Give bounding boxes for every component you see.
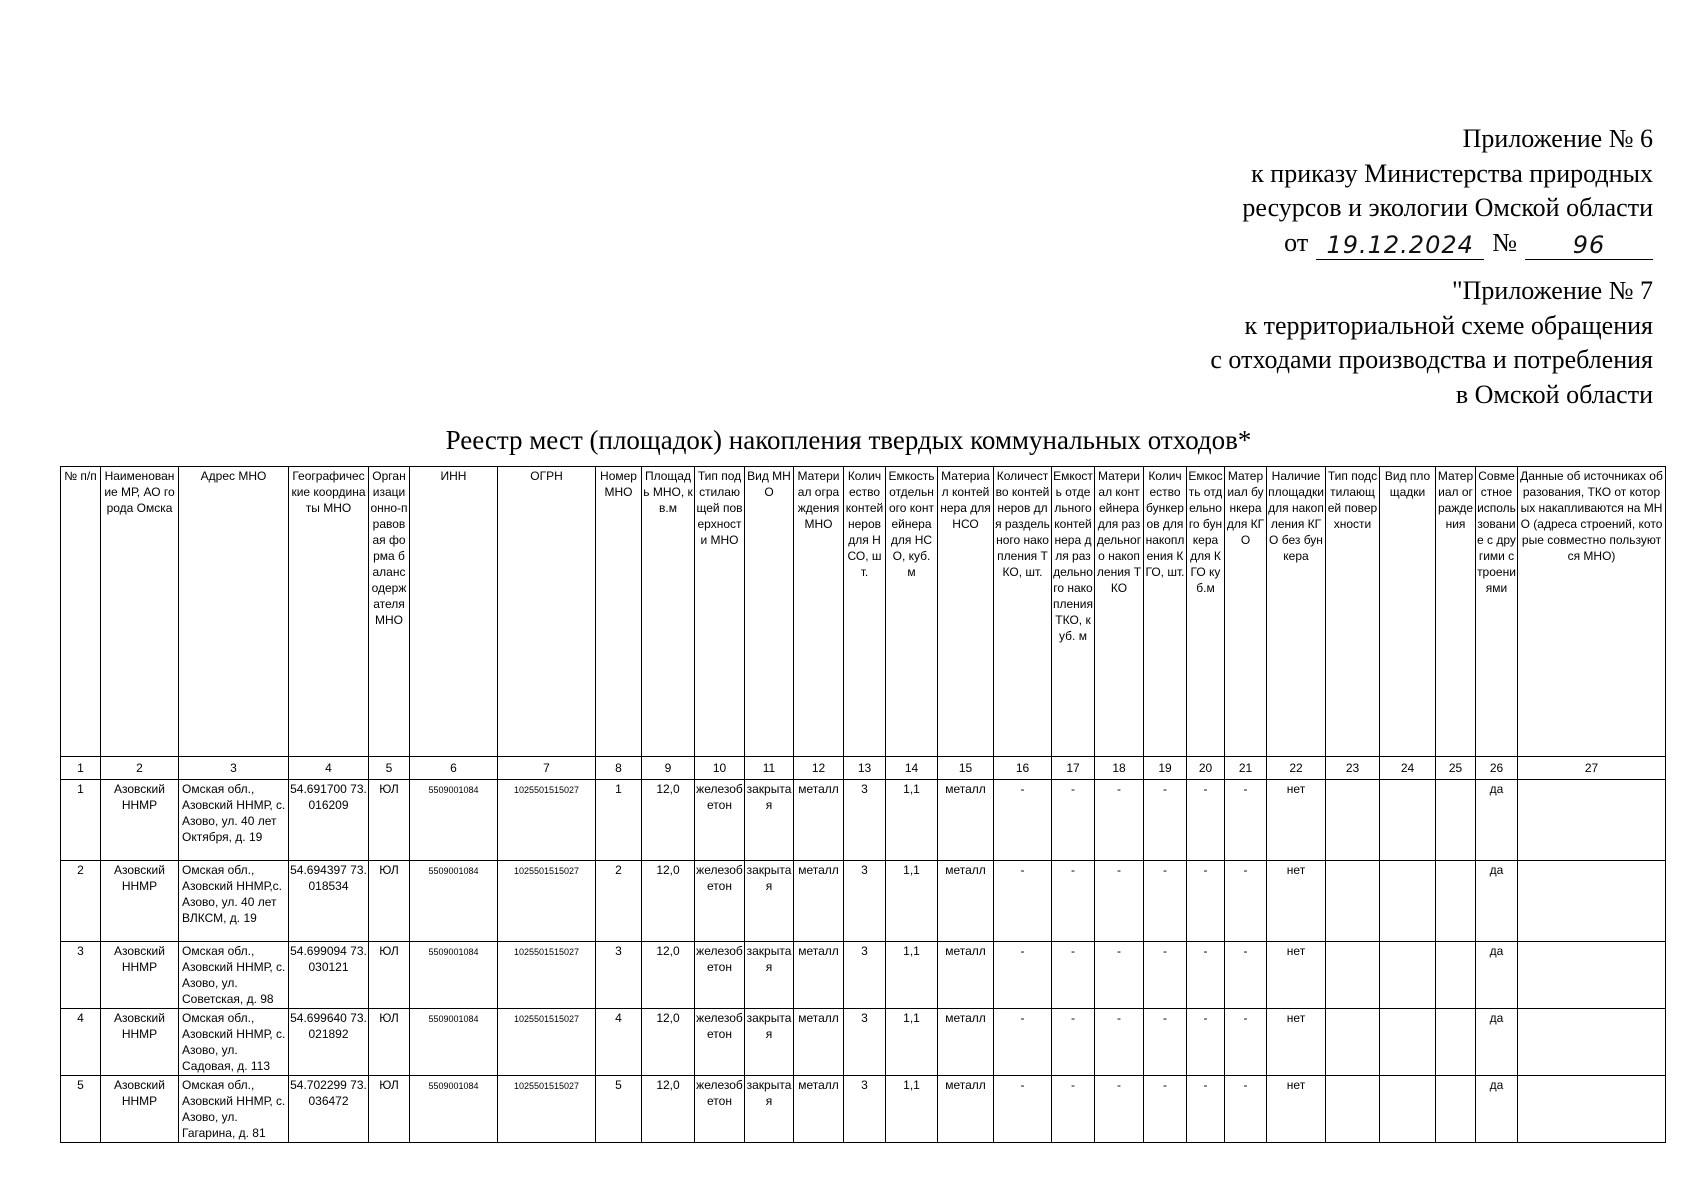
table-cell: закрытая <box>745 1076 794 1143</box>
column-number: 11 <box>745 757 794 780</box>
appendix-line: с отходами производства и потребления <box>1210 345 1653 374</box>
column-header: Емкость отдельного контейнера для раздельного накопления ТКО, куб. м <box>1052 467 1095 757</box>
table-cell: металл <box>938 861 994 942</box>
table-cell: 1,1 <box>886 780 938 861</box>
table-cell <box>1380 942 1436 1009</box>
column-header: ИНН <box>410 467 498 757</box>
appendix-line: Приложение № 6 <box>1462 124 1653 153</box>
table-cell <box>1380 1076 1436 1143</box>
table-cell <box>1326 780 1380 861</box>
table-cell: 1025501515027 <box>498 861 596 942</box>
table-cell: - <box>1225 942 1267 1009</box>
table-cell <box>1436 861 1476 942</box>
column-number: 10 <box>695 757 745 780</box>
column-header: Географические координаты МНО <box>289 467 369 757</box>
table-cell: Азовский ННМР <box>101 1076 179 1143</box>
column-header: Материал контейнера для раздельного накопления ТКО <box>1095 467 1144 757</box>
column-number: 6 <box>410 757 498 780</box>
table-cell <box>1518 780 1666 861</box>
table-cell: 1025501515027 <box>498 1009 596 1076</box>
table-cell: 5 <box>61 1076 101 1143</box>
table-cell: 3 <box>596 942 642 1009</box>
table-cell: 1025501515027 <box>498 780 596 861</box>
column-header: Тип подстилающей поверхности <box>1326 467 1380 757</box>
column-header: Материал контейнера для НСО <box>938 467 994 757</box>
table-cell: 3 <box>844 1009 886 1076</box>
table-cell: металл <box>794 861 844 942</box>
column-header: Организационно-правовая форма балансодержателя МНО <box>369 467 410 757</box>
table-cell: - <box>1144 861 1187 942</box>
column-number: 3 <box>179 757 289 780</box>
table-cell: 12,0 <box>642 780 695 861</box>
column-header: Материал ограждения <box>1436 467 1476 757</box>
table-cell: 54.699640 73.021892 <box>289 1009 369 1076</box>
table-row <box>61 861 1666 942</box>
table-cell: 54.699094 73.030121 <box>289 942 369 1009</box>
table-cell: 2 <box>61 861 101 942</box>
column-number: 8 <box>596 757 642 780</box>
table-cell: - <box>1052 1009 1095 1076</box>
table-cell: ЮЛ <box>369 1009 410 1076</box>
table-cell: ЮЛ <box>369 1076 410 1143</box>
table-cell <box>1518 942 1666 1009</box>
table-cell: 1,1 <box>886 861 938 942</box>
table-cell <box>1518 861 1666 942</box>
column-number: 5 <box>369 757 410 780</box>
column-number: 21 <box>1225 757 1267 780</box>
column-header: Емкость отдельного бункера для КГО куб.м <box>1187 467 1225 757</box>
table-cell: ЮЛ <box>369 780 410 861</box>
table-cell <box>1380 1009 1436 1076</box>
column-number: 2 <box>101 757 179 780</box>
table-row <box>61 1076 1666 1143</box>
table-cell: - <box>994 1076 1052 1143</box>
column-number: 23 <box>1326 757 1380 780</box>
table-cell: железобетон <box>695 861 745 942</box>
table-cell: железобетон <box>695 1076 745 1143</box>
table-cell: металл <box>938 780 994 861</box>
column-number: 26 <box>1476 757 1518 780</box>
column-header: Вид площадки <box>1380 467 1436 757</box>
table-cell: железобетон <box>695 942 745 1009</box>
table-cell: Омская обл., Азовский ННМР, с. Азово, ул. Гагарина, д. 81 <box>179 1076 289 1143</box>
column-header: Количество бункеров для накопления КГО, шт. <box>1144 467 1187 757</box>
table-cell <box>1380 861 1436 942</box>
column-number: 7 <box>498 757 596 780</box>
column-number: 12 <box>794 757 844 780</box>
column-header: Емкость отдельного контейнера для НСО, куб. м <box>886 467 938 757</box>
table-cell: - <box>1052 942 1095 1009</box>
table-cell: нет <box>1267 780 1326 861</box>
table-cell: - <box>1187 942 1225 1009</box>
table-cell: 1,1 <box>886 942 938 1009</box>
table-cell: да <box>1476 1076 1518 1143</box>
column-number: 18 <box>1095 757 1144 780</box>
table-row <box>61 780 1666 861</box>
table-cell <box>1436 1009 1476 1076</box>
table-cell: ЮЛ <box>369 861 410 942</box>
table-cell: металл <box>938 1076 994 1143</box>
column-number: 27 <box>1518 757 1666 780</box>
table-cell: - <box>994 1009 1052 1076</box>
column-number: 14 <box>886 757 938 780</box>
table-cell: 4 <box>61 1009 101 1076</box>
column-number: 9 <box>642 757 695 780</box>
table-cell: - <box>1187 1009 1225 1076</box>
table-cell: 12,0 <box>642 942 695 1009</box>
table-cell: 5 <box>596 1076 642 1143</box>
registry-body <box>61 467 1666 1143</box>
table-cell <box>1326 942 1380 1009</box>
table-cell: 5509001084 <box>410 1076 498 1143</box>
column-header: Количество контейнеров для раздельного накопления ТКО, шт. <box>994 467 1052 757</box>
appendix-line: в Омской области <box>1455 379 1653 409</box>
column-number-row <box>61 757 1666 780</box>
table-cell: Азовский ННМР <box>101 942 179 1009</box>
table-cell: 1,1 <box>886 1076 938 1143</box>
table-cell: нет <box>1267 861 1326 942</box>
table-cell: - <box>1052 780 1095 861</box>
column-header: Тип подстилающей поверхности МНО <box>695 467 745 757</box>
column-header: Количество контейнеров для НСО, шт. <box>844 467 886 757</box>
table-cell: Омская обл., Азовский ННМР, с. Азово, ул. 40 лет Октября, д. 19 <box>179 780 289 861</box>
table-cell: Азовский ННМР <box>101 780 179 861</box>
table-cell: 1,1 <box>886 1009 938 1076</box>
table-cell: да <box>1476 1009 1518 1076</box>
order-number: 96 <box>1525 231 1653 260</box>
table-cell: железобетон <box>695 1009 745 1076</box>
number-label: № <box>1492 227 1517 257</box>
table-cell: 5509001084 <box>410 861 498 942</box>
table-cell: Омская обл., Азовский ННМР,с. Азово, ул. 40 лет ВЛКСМ, д. 19 <box>179 861 289 942</box>
table-cell: железобетон <box>695 780 745 861</box>
table-cell: металл <box>938 942 994 1009</box>
table-cell: закрытая <box>745 780 794 861</box>
table-cell: 4 <box>596 1009 642 1076</box>
table-cell: - <box>1187 780 1225 861</box>
table-cell: - <box>994 942 1052 1009</box>
table-cell: металл <box>794 942 844 1009</box>
column-header: Наименование МР, АО города Омска <box>101 467 179 757</box>
column-header: Материал бункера для КГО <box>1225 467 1267 757</box>
column-header: Вид МНО <box>745 467 794 757</box>
table-cell: - <box>1187 861 1225 942</box>
table-cell: 3 <box>844 942 886 1009</box>
appendix-line: "Приложение № 7 <box>1452 276 1653 305</box>
column-header: Совместное использование с другими строениями <box>1476 467 1518 757</box>
table-cell: 12,0 <box>642 1009 695 1076</box>
table-cell: 3 <box>61 942 101 1009</box>
table-cell: 54.694397 73.018534 <box>289 861 369 942</box>
table-cell <box>1380 780 1436 861</box>
column-number: 24 <box>1380 757 1436 780</box>
table-cell: 5509001084 <box>410 1009 498 1076</box>
table-cell: - <box>1095 780 1144 861</box>
table-cell: - <box>1144 942 1187 1009</box>
column-number: 4 <box>289 757 369 780</box>
column-number: 15 <box>938 757 994 780</box>
table-cell: да <box>1476 780 1518 861</box>
table-cell <box>1436 780 1476 861</box>
table-cell <box>1518 1076 1666 1143</box>
table-cell: 54.691700 73.016209 <box>289 780 369 861</box>
table-cell: 5509001084 <box>410 942 498 1009</box>
table-cell: - <box>994 780 1052 861</box>
table-cell: - <box>1225 780 1267 861</box>
table-cell: нет <box>1267 942 1326 1009</box>
table-cell: 1025501515027 <box>498 1076 596 1143</box>
table-cell <box>1326 1076 1380 1143</box>
table-cell: - <box>1095 1076 1144 1143</box>
column-number: 22 <box>1267 757 1326 780</box>
table-cell: 12,0 <box>642 1076 695 1143</box>
table-row <box>61 942 1666 1009</box>
table-cell: закрытая <box>745 1009 794 1076</box>
column-header: Данные об источниках образования, ТКО от которых накапливаются на МНО (адреса строений, которые совместно пользуются МНО) <box>1518 467 1666 757</box>
table-cell: - <box>1225 1009 1267 1076</box>
column-number: 1 <box>61 757 101 780</box>
table-cell <box>1518 1009 1666 1076</box>
column-number: 20 <box>1187 757 1225 780</box>
table-cell: нет <box>1267 1009 1326 1076</box>
table-cell: Азовский ННМР <box>101 861 179 942</box>
registry-table <box>60 466 1666 1143</box>
table-cell: 3 <box>844 780 886 861</box>
table-cell <box>1326 1009 1380 1076</box>
table-cell: 1 <box>61 780 101 861</box>
column-header: Номер МНО <box>596 467 642 757</box>
table-cell: - <box>1095 861 1144 942</box>
table-cell: - <box>1187 1076 1225 1143</box>
table-cell: 1025501515027 <box>498 942 596 1009</box>
order-date: 19.12.2024 <box>1316 231 1484 260</box>
appendix-header <box>953 122 1653 412</box>
document-title: Реестр мест (площадок) накопления твердых коммунальных отходов* <box>445 425 1252 455</box>
table-cell <box>1326 861 1380 942</box>
table-cell <box>1436 1076 1476 1143</box>
ot-label: от <box>1284 227 1309 257</box>
table-cell: - <box>1052 861 1095 942</box>
table-cell: металл <box>794 780 844 861</box>
table-cell: Омская обл., Азовский ННМР, с. Азово, ул. Советская, д. 98 <box>179 942 289 1009</box>
table-cell: Омская обл., Азовский ННМР, с. Азово, ул. Садовая, д. 113 <box>179 1009 289 1076</box>
column-header: ОГРН <box>498 467 596 757</box>
table-cell: да <box>1476 861 1518 942</box>
column-header: Наличие площадки для накопления КГО без бункера <box>1267 467 1326 757</box>
table-cell: 1 <box>596 780 642 861</box>
table-cell: 3 <box>844 1076 886 1143</box>
column-number: 19 <box>1144 757 1187 780</box>
table-cell: - <box>1225 1076 1267 1143</box>
table-header-row <box>61 467 1666 757</box>
column-number: 13 <box>844 757 886 780</box>
table-cell: - <box>1095 942 1144 1009</box>
column-header: Материал ограждения МНО <box>794 467 844 757</box>
table-cell: 12,0 <box>642 861 695 942</box>
table-cell: 2 <box>596 861 642 942</box>
column-header: Адрес МНО <box>179 467 289 757</box>
table-cell: - <box>1095 1009 1144 1076</box>
appendix-line: к приказу Министерства природных <box>1251 158 1653 188</box>
table-cell: - <box>1144 1009 1187 1076</box>
appendix-line: к территориальной схеме обращения <box>1244 310 1653 340</box>
table-cell <box>1436 942 1476 1009</box>
table-cell: закрытая <box>745 861 794 942</box>
table-cell: закрытая <box>745 942 794 1009</box>
column-header: № п/п <box>61 467 101 757</box>
table-cell: металл <box>938 1009 994 1076</box>
table-cell: 5509001084 <box>410 780 498 861</box>
table-cell: Азовский ННМР <box>101 1009 179 1076</box>
table-cell: металл <box>794 1076 844 1143</box>
column-header: Площадь МНО, кв.м <box>642 467 695 757</box>
table-cell: ЮЛ <box>369 942 410 1009</box>
table-cell: - <box>1144 780 1187 861</box>
table-cell: - <box>994 861 1052 942</box>
table-cell: да <box>1476 942 1518 1009</box>
table-cell: - <box>1144 1076 1187 1143</box>
table-cell: нет <box>1267 1076 1326 1143</box>
column-number: 25 <box>1436 757 1476 780</box>
table-cell: 3 <box>844 861 886 942</box>
table-cell: - <box>1225 861 1267 942</box>
table-row <box>61 1009 1666 1076</box>
column-number: 16 <box>994 757 1052 780</box>
appendix-line: ресурсов и экологии Омской области <box>1242 193 1653 222</box>
table-cell: - <box>1052 1076 1095 1143</box>
order-date-number <box>953 226 1653 261</box>
table-cell: металл <box>794 1009 844 1076</box>
column-number: 17 <box>1052 757 1095 780</box>
table-cell: 54.702299 73.036472 <box>289 1076 369 1143</box>
